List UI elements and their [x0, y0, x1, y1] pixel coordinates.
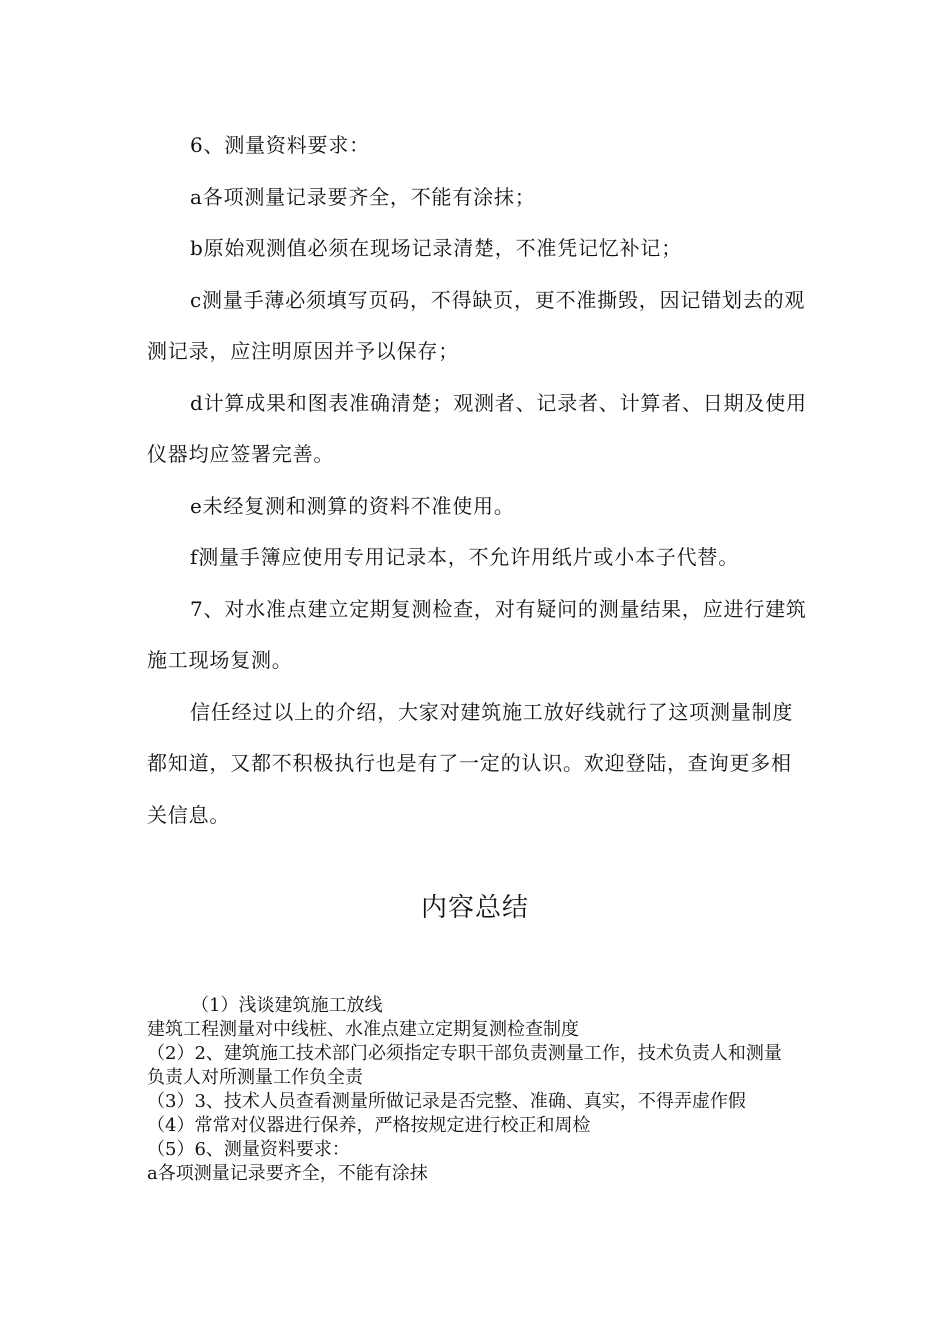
summary-line: （2）2、建筑施工技术部门必须指定专职干部负责测量工作，技术负责人和测量负责人对所测量工作负全责 — [147, 1043, 782, 1088]
paragraph-item-b: b原始观测值必须在现场记录清楚，不准凭记忆补记； — [190, 236, 683, 260]
paragraph-item-d: d计算成果和图表准确清楚；观测者、记录者、计算者、日期及使用仪器均应签署完善。 — [147, 390, 807, 466]
summary-line: （1）浅谈建筑施工放线 — [191, 995, 383, 1016]
paragraph-item-e: e未经复测和测算的资料不准使用。 — [190, 493, 515, 518]
summary-line: （5）6、测量资料要求： — [147, 1139, 350, 1160]
summary-line: a各项测量记录要齐全，不能有涂抹 — [147, 1163, 428, 1184]
paragraph-item-a: a各项测量记录要齐全，不能有涂抹； — [190, 184, 536, 209]
summary-title: 内容总结 — [420, 893, 529, 923]
summary-line: 建筑工程测量对中线桩、水准点建立定期复测检查制度 — [147, 1019, 579, 1040]
body-text — [147, 120, 807, 841]
paragraph-data-requirements: 6、测量资料要求： — [190, 133, 370, 157]
paragraph-item-c: c测量手薄必须填写页码，不得缺页，更不准撕毁，因记错划去的观测记录，应注明原因并予以保存； — [147, 287, 806, 363]
summary-line: （3）3、技术人员查看测量所做记录是否完整、准确、真实，不得弄虚作假 — [147, 1091, 746, 1112]
paragraph-benchmark-recheck: 7、对水准点建立定期复测检查，对有疑问的测量结果，应进行建筑施工现场复测。 — [147, 596, 807, 672]
summary-list — [147, 994, 797, 1186]
summary-line: （4）常常对仪器进行保养，严格按规定进行校正和周检 — [147, 1115, 591, 1136]
paragraph-closing: 信任经过以上的介绍，大家对建筑施工放好线就行了这项测量制度都知道，又都不积极执行也是有了一定的认识。欢迎登陆，查询更多相关信息。 — [147, 699, 794, 827]
paragraph-item-f: f测量手簿应使用专用记录本，不允许用纸片或小本子代替。 — [190, 545, 740, 569]
